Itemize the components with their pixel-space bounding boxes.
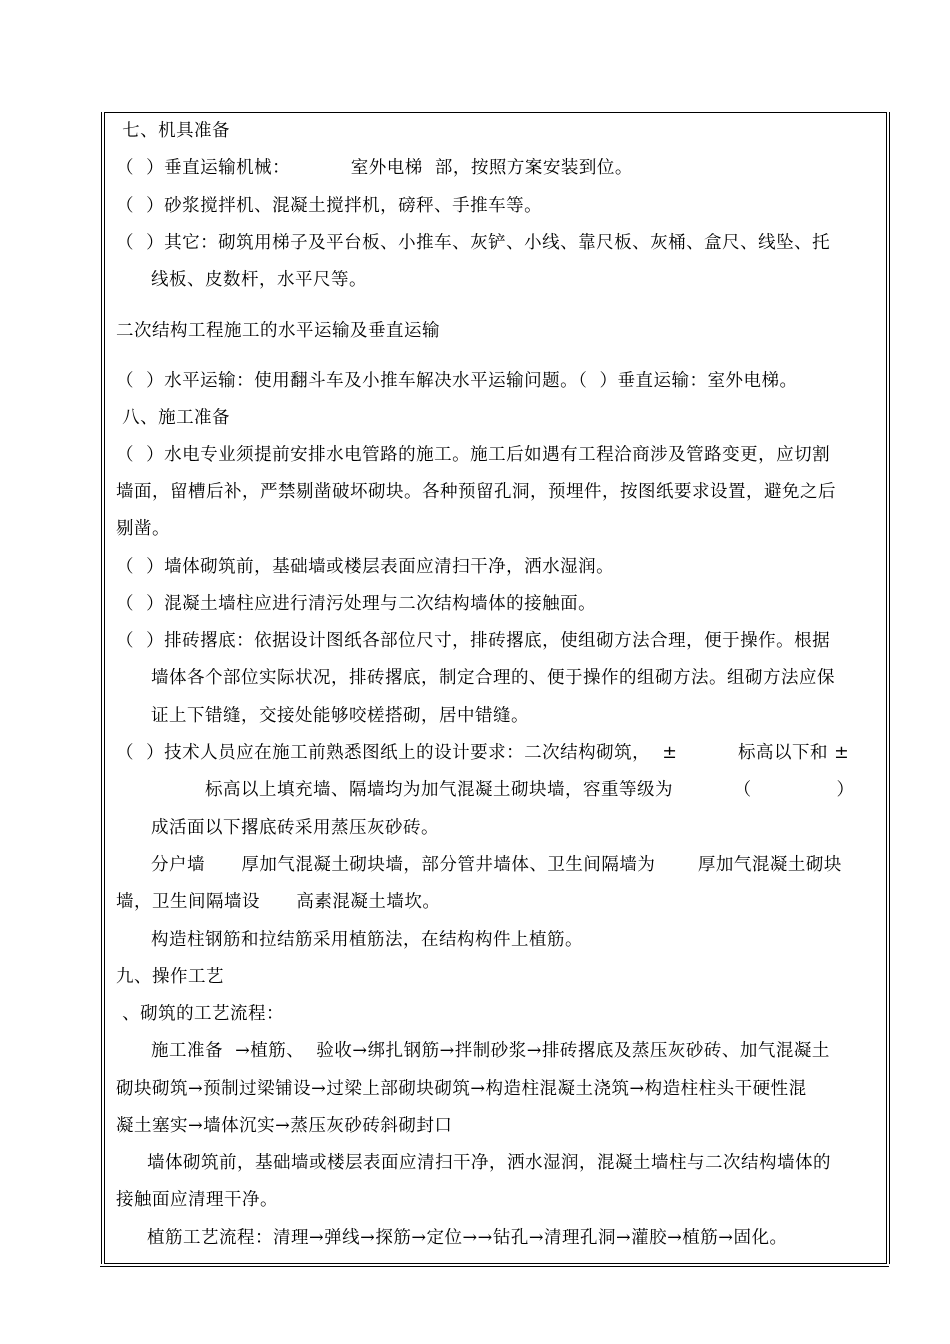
text-line: 植筋工艺流程：清理→弹线→探筋→定位→→钻孔→清理孔洞→灌胶→植筋→固化。 [147, 1228, 788, 1248]
text-line: （ ）混凝土墙柱应进行清污处理与二次结构墙体的接触面。 [116, 594, 597, 614]
text-line: 线板、皮数杆，水平尺等。 [151, 270, 367, 290]
text-line: 二次结构工程施工的水平运输及垂直运输 [116, 321, 440, 341]
text-line: （ ）垂直运输机械： 室外电梯 部，按照方案安装到位。 [116, 158, 633, 178]
table-bottom-line [100, 1266, 889, 1267]
text-line: （ ）墙体砌筑前，基础墙或楼层表面应清扫干净，洒水湿润。 [116, 557, 615, 577]
text-line: 墙体各个部位实际状况，排砖撂底，制定合理的、便于操作的组砌方法。组砌方法应保 [151, 668, 835, 688]
text-line: 墙面，留槽后补，严禁剔凿破坏砌块。各种预留孔洞，预埋件，按图纸要求设置，避免之后 [116, 482, 836, 502]
text-line: （ ）水电专业须提前安排水电管路的施工。施工后如遇有工程洽商涉及管路变更，应切割 [116, 445, 831, 465]
text-line: （ ）技术人员应在施工前熟悉图纸上的设计要求：二次结构砌筑， ± 标高以下和 ± [116, 743, 850, 763]
text-line: 接触面应清理干净。 [116, 1190, 278, 1210]
text-line: 凝土塞实→墙体沉实→蒸压灰砂砖斜砌封口 [116, 1116, 453, 1136]
text-line: 砌块砌筑→预制过梁铺设→过梁上部砌块砌筑→构造柱混凝土浇筑→构造柱柱头干硬性混 [116, 1079, 807, 1099]
text-line: 构造柱钢筋和拉结筋采用植筋法，在结构构件上植筋。 [151, 930, 583, 950]
text-line: 成活面以下撂底砖采用蒸压灰砂砖。 [151, 818, 439, 838]
text-line: 证上下错缝，交接处能够咬槎搭砌，居中错缝。 [151, 706, 529, 726]
text-line: 墙，卫生间隔墙设 高素混凝土墙坎。 [116, 892, 441, 912]
text-line: 墙体砌筑前，基础墙或楼层表面应清扫干净，洒水湿润，混凝土墙柱与二次结构墙体的 [147, 1153, 831, 1173]
text-line: （ ）排砖撂底：依据设计图纸各部位尺寸，排砖撂底，使组砌方法合理，便于操作。根据 [116, 631, 831, 651]
text-line: 标高以上填充墙、隔墙均为加气混凝土砌块墙，容重等级为 （ ） [205, 780, 855, 800]
text-line: 施工准备 →植筋、 验收→绑扎钢筋→拌制砂浆→排砖撂底及蒸压灰砂砖、加气混凝土 [151, 1041, 830, 1061]
text-line: 剔凿。 [116, 519, 170, 539]
text-line: 、砌筑的工艺流程： [116, 1004, 285, 1024]
text-line: 七、机具准备 [116, 121, 231, 141]
text-line: （ ）其它：砌筑用梯子及平台板、小推车、灰铲、小线、靠尺板、灰桶、盒尺、线坠、托 [116, 233, 831, 253]
text-line: （ ）砂浆搅拌机、混凝土搅拌机，磅秤、手推车等。 [116, 196, 543, 216]
text-line: 八、施工准备 [116, 408, 231, 428]
text-line: 九、操作工艺 [116, 967, 224, 987]
text-line: 分户墙 厚加气混凝土砌块墙，部分管井墙体、卫生间隔墙为 厚加气混凝土砌块 [151, 855, 842, 875]
text-line: （ ）水平运输：使用翻斗车及小推车解决水平运输问题。（ ）垂直运输：室外电梯。 [116, 371, 798, 391]
